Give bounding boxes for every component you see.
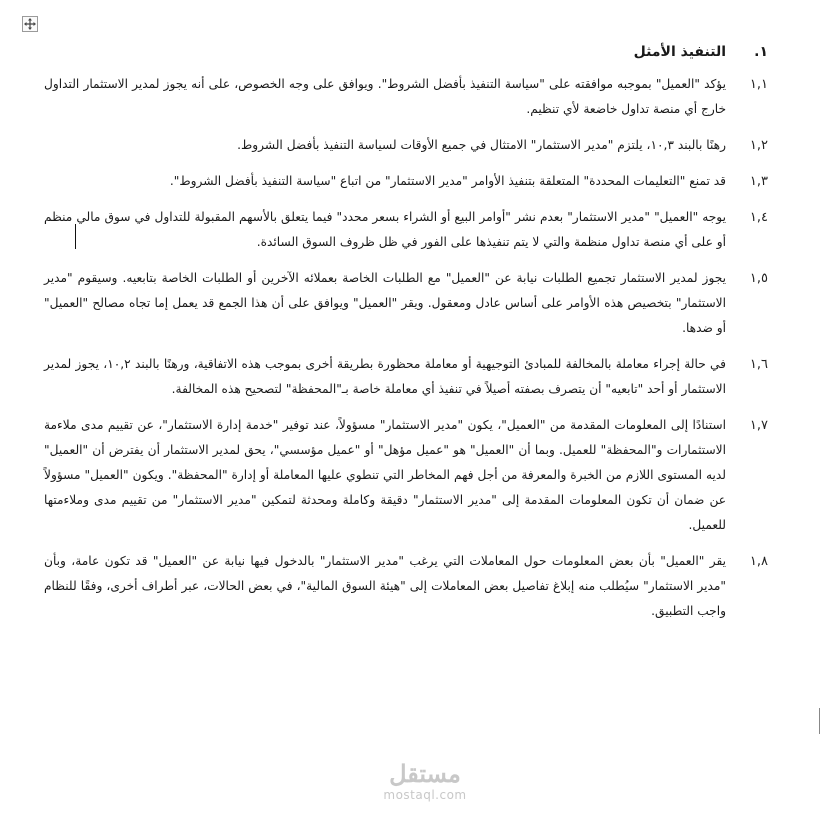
text-cursor [75,224,76,249]
clause-number: ١,٨ [749,554,768,569]
clause-1-3 [44,169,768,194]
watermark-logo [370,760,480,802]
clause-1-4 [44,205,768,255]
watermark-arabic: مستقل [389,759,461,788]
clause-text: يجوز لمدير الاستثمار تجميع الطلبات نيابة عن "العميل" مع الطلبات الخاصة بعملائه الآخرين أو الطلبات الخاصة بتابعيه. وسيقوم "مدير الاستثمار" بتخصيص هذه الأوامر على أساس عادل ومعقول. ويقر "العميل" ويوافق على أن هذا الجمع قد يعمل إما تجاه مصالح "العميل" أو ضدها. [44,271,726,335]
clause-text: يقر "العميل" بأن بعض المعلومات حول المعاملات التي يرغب "مدير الاستثمار" بالدخول فيها نيابة عن "العميل" قد تكون عامة، وبأن "مدير الاستثمار" سيُطلب منه إبلاغ تفاصيل بعض المعاملات إلى "هيئة السوق المالية"، في بعض الحالات، عبر أطراف أخرى، وفقًا للنظام واجب التطبيق. [44,554,726,618]
move-arrows-icon [24,18,36,30]
watermark-latin: mostaql.com [383,788,467,802]
margin-marker [819,708,820,734]
clause-text: في حالة إجراء معاملة بالمخالفة للمبادئ التوجيهية أو معاملة محظورة بطريقة أخرى بموجب هذه الاتفاقية، ورهنًا بالبند ١٠,٢، يجوز لمدير الاستثمار أو أحد "تابعيه" أن يتصرف بصفته أصيلاً في تنفيذ أي معاملة خاصة بـ"المحفظة" لتصحيح هذه المخالفة. [44,357,726,396]
section-title: التنفيذ الأمثل [633,44,726,60]
clause-number: ١,٣ [749,174,768,189]
clause-text: رهنًا بالبند ١٠,٣، يلتزم "مدير الاستثمار" الامتثال في جميع الأوقات لسياسة التنفيذ بأفضل الشروط. [237,138,726,152]
clause-1-6 [44,352,768,402]
section-heading [44,44,768,60]
clause-1-8 [44,549,768,624]
clause-text: قد تمنع "التعليمات المحددة" المتعلقة بتنفيذ الأوامر "مدير الاستثمار" من اتباع "سياسة التنفيذ بأفضل الشروط". [169,174,726,188]
document-body[interactable] [44,44,768,635]
clause-number: ١,٥ [749,271,768,286]
clause-1-5 [44,266,768,341]
clause-number: ١,٢ [749,138,768,153]
clause-1-7 [44,413,768,538]
clause-number: ١,٤ [749,210,768,225]
clause-1-2 [44,133,768,158]
table-move-handle[interactable] [22,16,38,32]
clause-number: ١,٧ [749,418,768,433]
clause-text: يوجه "العميل" "مدير الاستثمار" بعدم نشر "أوامر البيع أو الشراء بسعر محدد" فيما يتعلق بالأسهم المقبولة للتداول في سوق مالي منظم أو على أي منصة تداول منظمة والتي لا يتم تنفيذها على الفور في ظل ظروف السوق السائدة. [44,210,726,249]
clause-number: ١,٦ [749,357,768,372]
clause-text: يؤكد "العميل" بموجبه موافقته على "سياسة التنفيذ بأفضل الشروط". ويوافق على وجه الخصوص، على أنه يجوز لمدير الاستثمار التداول خارج أي منصة تداول خاضعة لأي تنظيم. [44,77,726,116]
clause-1-1 [44,72,768,122]
clause-text: استنادًا إلى المعلومات المقدمة من "العميل"، يكون "مدير الاستثمار" مسؤولاً، عند توفير "خدمة إدارة الاستثمار"، عن تقييم مدى ملاءمة الاستثمارات و"المحفظة" للعميل. وبما أن "العميل" هو "عميل مؤهل" أو "عميل مؤسسي"، يحق لمدير الاستثمار أن يفترض أن "العميل" لديه المستوى اللازم من الخبرة والمعرفة من أجل فهم المخاطر التي تنطوي عليها المعاملة أو إدارة "المحفظة". ويكون "العميل" مسؤولاً عن ضمان أن تكون المعلومات المقدمة إلى "مدير الاستثمار" دقيقة وكاملة ومحدثة لتمكين "مدير الاستثمار" من تقييم مدى وملاءمتها للعميل. [44,418,726,532]
section-number: ١. [754,44,768,60]
clause-number: ١,١ [749,77,768,92]
